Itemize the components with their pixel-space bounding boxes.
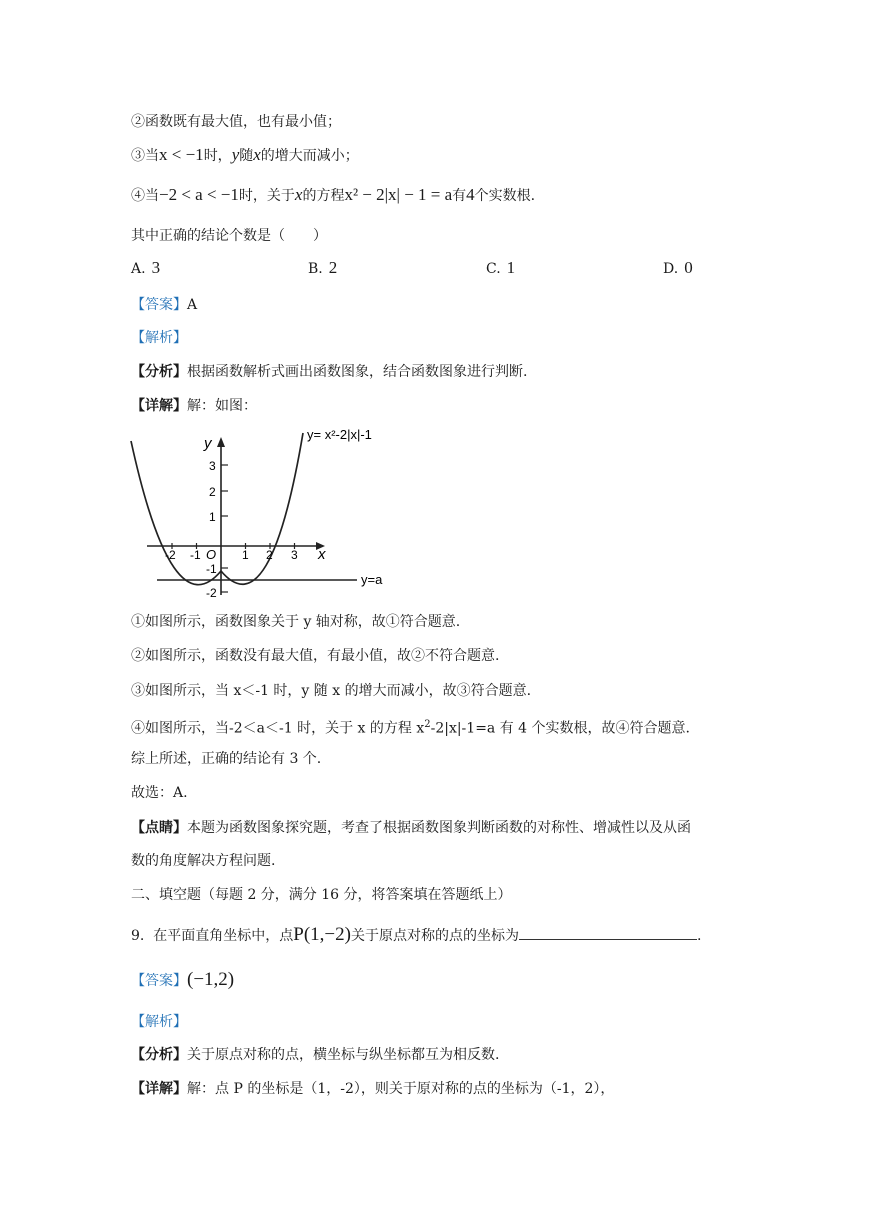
question-prompt: 其中正确的结论个数是（ ）: [131, 228, 327, 244]
point-math: P(1,−2): [293, 924, 351, 945]
y-axis-arrow: [217, 437, 225, 447]
option-d: D. 0: [663, 258, 693, 277]
curve-label: y= x²-2|x|-1: [307, 427, 372, 442]
equation-math: x² − 2|x| − 1 = a: [344, 185, 453, 204]
line-label: y=a: [361, 572, 383, 587]
statement-2: ②函数既有最大值，也有最小值；: [131, 114, 341, 130]
function-graph: [125, 425, 395, 600]
q9-fenxi-line: 【分析】关于原点对称的点，横坐标与纵坐标都互为相反数.: [131, 1047, 500, 1063]
x-tick-label: 1: [242, 548, 249, 562]
y-tick-label: 3: [209, 459, 216, 473]
analysis-heading: 【解析】: [131, 330, 187, 346]
summary-line: 综上所述，正确的结论有 3 个.: [131, 751, 322, 767]
y-axis-label: y: [204, 435, 212, 452]
question-9: 9. 在平面直角坐标中，点P(1,−2)关于原点对称的点的坐标为 .: [131, 924, 702, 945]
option-a: A. 3: [131, 258, 161, 277]
option-b: B. 2: [308, 258, 338, 277]
x-tick-label: -2: [165, 548, 176, 562]
reason-3: ③如图所示，当 x＜-1 时，y 随 x 的增大而减小，故③符合题意.: [131, 683, 532, 699]
comment-line-1: 【点睛】本题为函数图象探究题，考查了根据函数图象判断函数的对称性、增减性以及从函: [131, 820, 691, 836]
fenxi-line: 【分析】根据函数解析式画出函数图象，结合函数图象进行判断.: [131, 364, 528, 380]
x-tick-label: -1: [190, 548, 201, 562]
condition-math: −2 < a < −1: [159, 185, 239, 204]
y-tick-label: 2: [209, 485, 216, 499]
q9-answer-line: 【答案】(−1,2): [131, 969, 235, 990]
q9-analysis-heading: 【解析】: [131, 1014, 187, 1030]
choice-line: 故选：A.: [131, 785, 188, 801]
x-axis-label: x: [318, 546, 326, 563]
statement-3: ③当x < −1时，y随x的增大而减小；: [131, 145, 359, 164]
answer-blank: [519, 925, 697, 940]
comment-line-2: 数的角度解决方程问题.: [131, 853, 276, 869]
y-tick-label: -1: [206, 562, 217, 576]
condition-math: x < −1: [159, 145, 204, 164]
q9-detail-line: 【详解】解：点 P 的坐标是（1，-2），则关于原对称的点的坐标为（-1，2），: [131, 1081, 615, 1097]
parabola-curve: [131, 433, 303, 585]
answer-line: 【答案】A: [131, 297, 198, 313]
detail-line: 【详解】解：如图：: [131, 398, 257, 414]
reason-4: ④如图所示，当-2＜a＜-1 时，关于 x 的方程 $x^2-2|x|-1=a$ 有 4 个实数根，故④符合题意.: [131, 719, 690, 737]
reason-1: ①如图所示，函数图象关于 y 轴对称，故①符合题意.: [131, 614, 461, 630]
y-tick-label: -2: [206, 586, 217, 600]
section-heading: 二、填空题（每题 2 分，满分 16 分，将答案填在答题纸上）: [131, 887, 512, 903]
x-tick-label: 2: [266, 548, 273, 562]
reason-2: ②如图所示，函数没有最大值，有最小值，故②不符合题意.: [131, 648, 500, 664]
option-c: C. 1: [486, 258, 516, 277]
origin-label: O: [206, 547, 217, 562]
y-tick-label: 1: [209, 510, 216, 524]
x-tick-label: 3: [291, 548, 298, 562]
statement-4: ④当−2 < a < −1时，关于x的方程x² − 2|x| − 1 = a有4个实数根.: [131, 185, 536, 204]
